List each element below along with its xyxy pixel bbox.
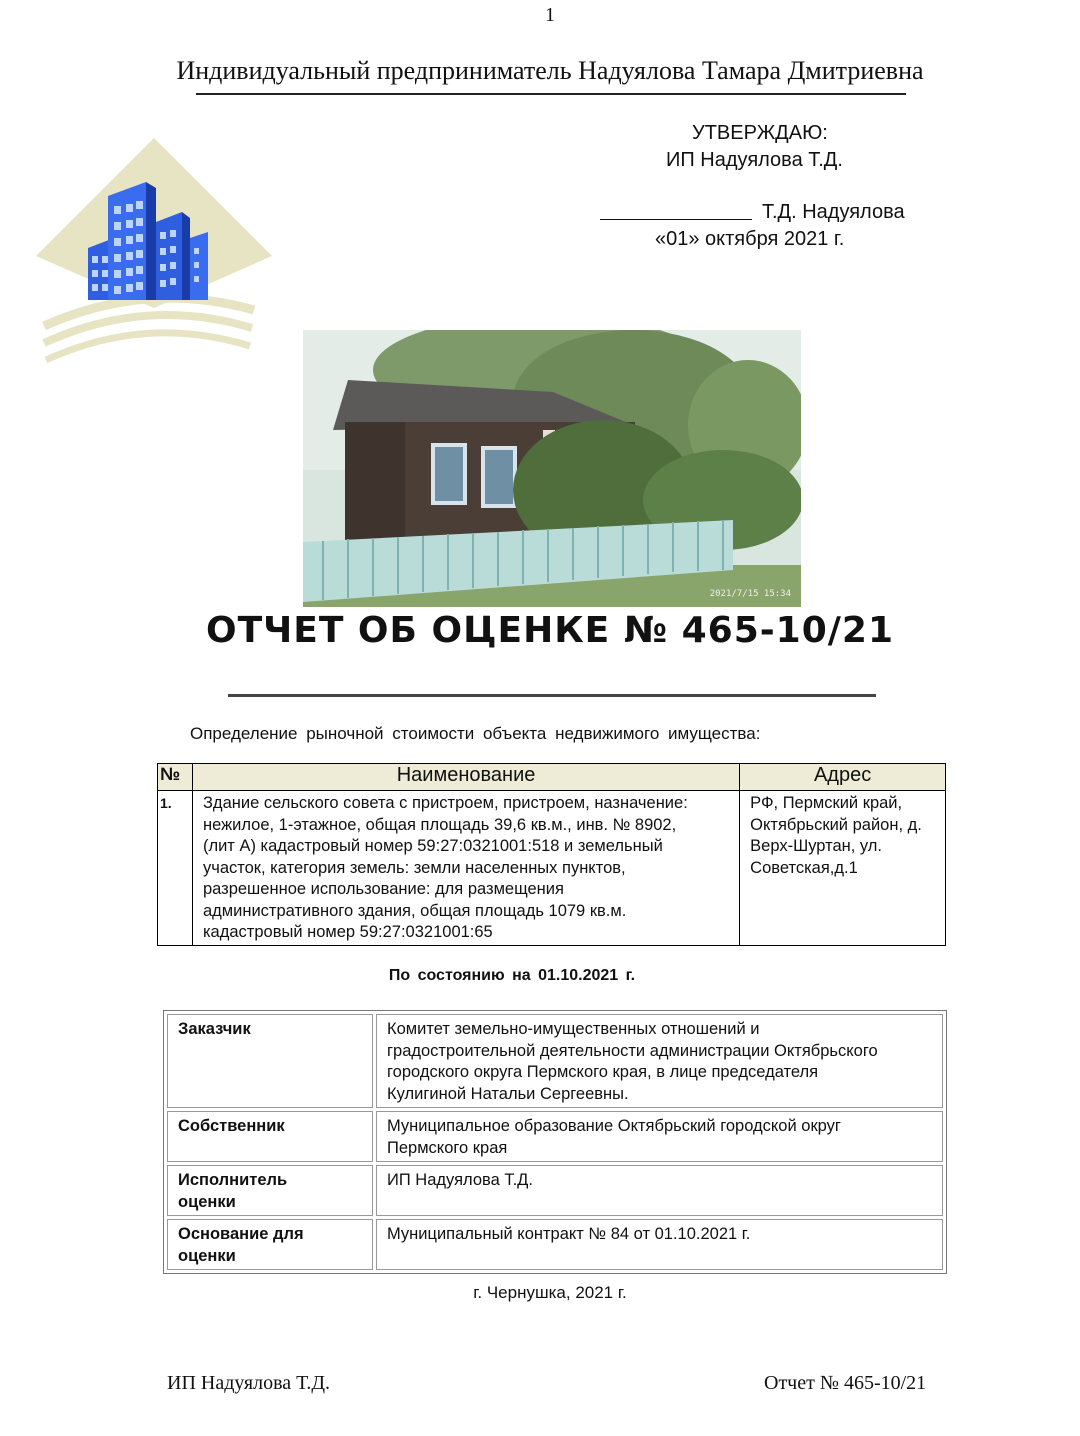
text-line: Советская,д.1: [750, 858, 858, 877]
text-line: Муниципальное образование Октябрьский городской округ: [387, 1117, 841, 1135]
text-line: Комитет земельно-имущественных отношений и: [387, 1020, 760, 1038]
text-line: нежилое, 1-этажное, общая площадь 39,6 кв.м., инв. № 8902,: [202, 815, 677, 834]
text-line: кадастровый номер 59:27:0321001:65: [202, 923, 493, 941]
table-row: [158, 791, 946, 946]
approval-date: «01» октября 2021 г.: [655, 228, 845, 250]
basis-label: [167, 1219, 373, 1270]
building-logo-icon: [36, 138, 276, 368]
signature-name: Т.Д. Надуялова: [762, 201, 905, 223]
photo-timestamp: 2021/7/15 15:34: [709, 589, 791, 599]
report-title: ОТЧЕТ ОБ ОЦЕНКЕ № 465-10/21: [205, 610, 895, 651]
company-name: Индивидуальный предприниматель Надуялова Тамара Дмитриевна: [176, 56, 924, 85]
footer-right: Отчет № 465-10/21: [764, 1372, 927, 1394]
company-underline: [196, 93, 906, 95]
property-photo: [303, 330, 801, 607]
property-table-header: [158, 764, 946, 791]
table-row: [167, 1219, 943, 1270]
customer-value: [376, 1014, 943, 1108]
table-row: [167, 1111, 943, 1162]
text-line: РФ, Пермский край,: [750, 794, 903, 812]
property-name: [192, 791, 739, 946]
signature-line: [600, 219, 752, 220]
customer-label: Заказчик: [167, 1014, 373, 1108]
column-header-address: Адрес: [740, 764, 946, 791]
text-line: участок, категория земель: земли населенных пунктов,: [202, 858, 626, 877]
text-line: Исполнитель: [178, 1171, 288, 1189]
text-line: Кулигиной Натальи Сергеевны.: [387, 1084, 629, 1103]
column-header-num: №: [158, 764, 193, 791]
table-row: [167, 1014, 943, 1108]
text-line: градостроительной деятельности администрации Октябрьского: [387, 1041, 878, 1060]
basis-value: Муниципальный контракт № 84 от 01.10.2021 г.: [376, 1219, 943, 1270]
text-line: Октябрьский район, д.: [750, 815, 922, 834]
appraiser-label: [167, 1165, 373, 1216]
text-line: Основание для: [178, 1225, 304, 1243]
report-purpose: Определение рыночной стоимости объекта недвижимого имущества:: [190, 724, 761, 743]
city-year: г. Чернушка, 2021 г.: [473, 1283, 627, 1302]
approval-signature: [600, 201, 905, 224]
property-table: [157, 763, 946, 946]
approval-title: УТВЕРЖДАЮ:: [692, 122, 828, 144]
text-line: административного здания, общая площадь 1079 кв.м.: [202, 901, 627, 920]
text-line: Пермского края: [387, 1138, 508, 1157]
house-photo-illustration: [303, 330, 801, 607]
as-of-date: По состоянию на 01.10.2021 г.: [388, 967, 636, 984]
text-line: городского округа Пермского края, в лице председателя: [387, 1063, 819, 1081]
table-row: [167, 1165, 943, 1216]
text-line: оценки: [178, 1246, 236, 1265]
page-number: 1: [545, 4, 555, 26]
text-line: Верх-Шуртан, ул.: [750, 837, 883, 855]
owner-label: Собственник: [167, 1111, 373, 1162]
text-line: Здание сельского совета с пристроем, пристроем, назначение:: [202, 794, 688, 812]
text-line: (лит А) кадастровый номер 59:27:0321001:518 и земельный: [202, 837, 663, 855]
owner-value: [376, 1111, 943, 1162]
approval-ip: ИП Надуялова Т.Д.: [666, 149, 843, 171]
column-header-name: Наименование: [192, 764, 739, 791]
title-underline: [228, 694, 876, 697]
footer-left: ИП Надуялова Т.Д.: [167, 1372, 330, 1394]
text-line: разрешенное использование: для размещения: [202, 880, 564, 898]
row-number: 1.: [158, 791, 193, 946]
text-line: оценки: [178, 1192, 236, 1211]
appraiser-value: ИП Надуялова Т.Д.: [376, 1165, 943, 1216]
info-table: [163, 1010, 947, 1274]
property-address: [740, 791, 946, 946]
